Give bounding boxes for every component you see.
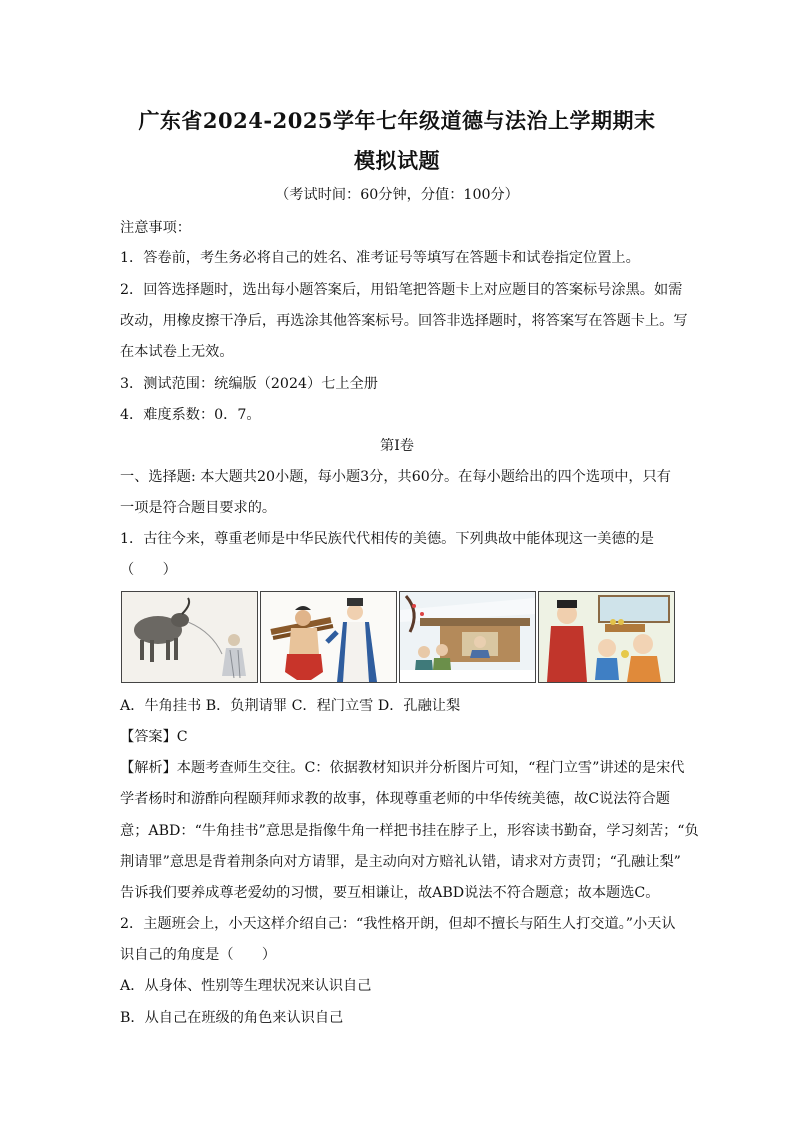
question-1-analysis: 【解析】本题考查师生交往。C：依据教材知识并分析图片可知，“程门立雪”讲述的是宋代: [120, 760, 685, 776]
note-item: 改动，用橡皮擦干净后，再选涂其他答案标号。回答非选择题时，将答案写在答题卡上。写: [120, 313, 688, 329]
note-item: 3．测试范围：统编版（2024）七上全册: [120, 376, 378, 392]
question-1-answer: 【答案】C: [120, 729, 188, 745]
illustration-ox-horn: [121, 591, 258, 683]
question-1-stem: 1．古往今来，尊重老师是中华民族代代相传的美德。下列典故中能体现这一美德的是: [120, 531, 654, 547]
part-one-instruction: 一项是符合题目要求的。: [120, 500, 277, 516]
illustration-bearing-thorns: [260, 591, 397, 683]
question-1-options: A．牛角挂书 B．负荆请罪 C．程门立雪 D．孔融让梨: [120, 698, 461, 714]
question-1-stem: （ ）: [120, 562, 177, 578]
illustration-sharing-pears: [538, 591, 675, 683]
question-2-option-b: B．从自己在班级的角色来认识自己: [120, 1010, 344, 1026]
question-2-stem: 2．主题班会上，小天这样介绍自己：“我性格开朗，但却不擅长与陌生人打交道。”小天认: [120, 916, 676, 932]
question-2-stem: 识自己的角度是（ ）: [120, 947, 277, 963]
part-one-instruction: 一、选择题: 本大题共20小题，每小题3分，共60分。在每小题给出的四个选项中，只有: [120, 469, 671, 485]
exam-info: （考试时间：60分钟，分值：100分）: [275, 187, 519, 203]
note-item: 2．回答选择题时，选出每小题答案后，用铅笔把答题卡上对应题目的答案标号涂黑。如需: [120, 282, 683, 298]
document-title-line2: 模拟试题: [354, 148, 440, 173]
question-1-analysis: 荆请罪”意思是背着荆条向对方请罪，是主动向对方赔礼认错，请求对方责罚；“孔融让梨”: [120, 854, 681, 870]
question-1-analysis: 学者杨时和游酢向程颐拜师求教的故事，体现尊重老师的中华传统美德，故C说法符合题: [120, 791, 670, 807]
notes-heading: 注意事项：: [120, 220, 191, 236]
section-title: 第Ⅰ卷: [380, 438, 414, 454]
document-title-line1: 广东省2024-2025学年七年级道德与法治上学期期末: [138, 108, 656, 133]
question-1-analysis: 意；ABD：“牛角挂书”意思是指像牛角一样把书挂在脖子上，形容读书勤奋，学习刻苦；“负: [120, 823, 699, 839]
note-item: 4．难度系数：0．7。: [120, 407, 261, 423]
illustration-snow-gate: [399, 591, 536, 683]
question-1-illustrations: [121, 591, 674, 683]
question-2-option-a: A．从身体、性别等生理状况来认识自己: [120, 978, 372, 994]
note-item: 1．答卷前，考生务必将自己的姓名、准考证号等填写在答题卡和试卷指定位置上。: [120, 250, 640, 266]
note-item: 在本试卷上无效。: [120, 344, 234, 360]
question-1-analysis: 告诉我们要养成尊老爱幼的习惯，要互相谦让，故ABD说法不符合题意；故本题选C。: [120, 885, 660, 901]
